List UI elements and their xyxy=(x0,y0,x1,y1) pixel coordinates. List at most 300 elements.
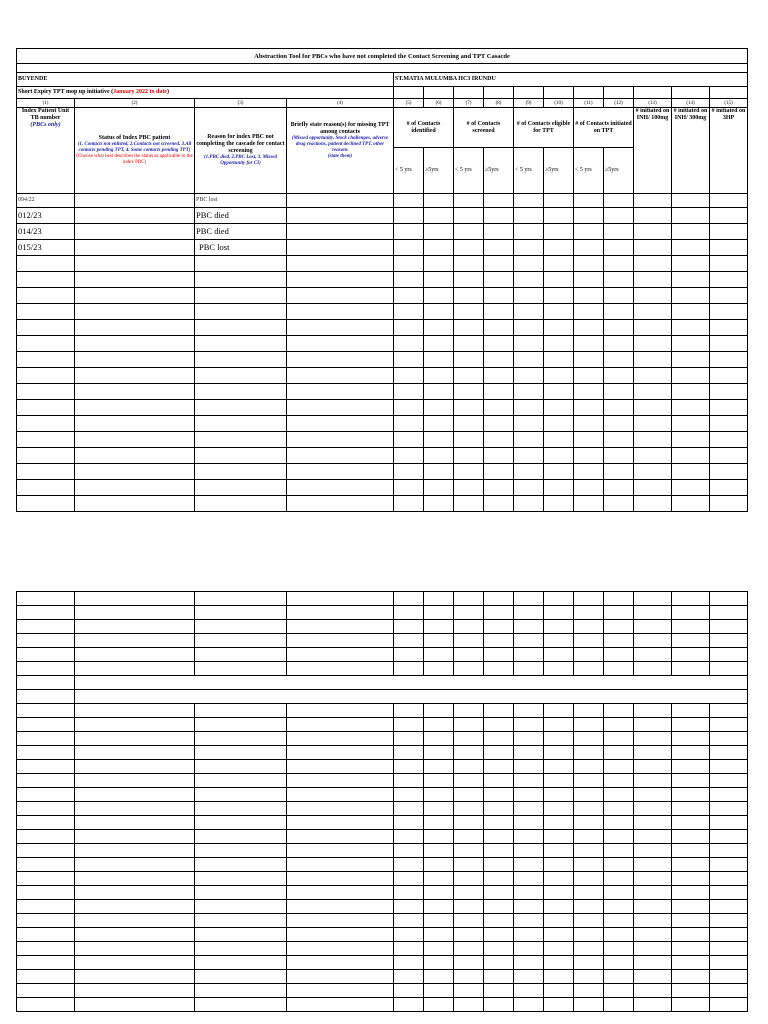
table-cell[interactable] xyxy=(484,634,514,648)
table-cell[interactable] xyxy=(574,256,604,272)
table-cell[interactable] xyxy=(17,956,75,970)
table-cell[interactable] xyxy=(17,648,75,662)
table-cell[interactable] xyxy=(672,704,710,718)
table-cell[interactable] xyxy=(634,352,672,368)
table-cell[interactable] xyxy=(514,858,544,872)
table-cell[interactable] xyxy=(634,900,672,914)
table-cell[interactable] xyxy=(634,872,672,886)
table-cell[interactable] xyxy=(634,956,672,970)
table-cell[interactable] xyxy=(710,496,748,512)
table-cell[interactable] xyxy=(424,368,454,384)
table-cell[interactable] xyxy=(710,718,748,732)
table-cell[interactable] xyxy=(634,732,672,746)
table-cell[interactable] xyxy=(604,648,634,662)
table-cell[interactable] xyxy=(287,272,394,288)
table-cell[interactable] xyxy=(574,288,604,304)
table-cell[interactable] xyxy=(544,448,574,464)
table-cell[interactable] xyxy=(195,718,287,732)
table-cell[interactable] xyxy=(604,816,634,830)
table-cell[interactable] xyxy=(484,464,514,480)
table-cell[interactable] xyxy=(424,886,454,900)
table-cell[interactable] xyxy=(574,464,604,480)
table-cell[interactable] xyxy=(514,732,544,746)
table-cell[interactable] xyxy=(17,606,75,620)
table-cell[interactable] xyxy=(514,288,544,304)
table-cell[interactable] xyxy=(672,400,710,416)
table-cell[interactable] xyxy=(604,256,634,272)
table-cell[interactable] xyxy=(394,844,424,858)
table-cell[interactable] xyxy=(634,256,672,272)
table-cell[interactable] xyxy=(454,496,484,512)
table-cell[interactable] xyxy=(424,288,454,304)
table-cell[interactable] xyxy=(454,648,484,662)
table-cell[interactable] xyxy=(424,606,454,620)
table-cell[interactable] xyxy=(514,704,544,718)
table-cell[interactable] xyxy=(634,774,672,788)
table-cell[interactable] xyxy=(17,592,75,606)
table-cell[interactable] xyxy=(604,732,634,746)
table-cell[interactable] xyxy=(544,400,574,416)
table-cell[interactable] xyxy=(514,400,544,416)
table-cell[interactable] xyxy=(394,288,424,304)
tb-number-cell[interactable]: 015/23 xyxy=(17,240,75,256)
table-cell[interactable] xyxy=(544,320,574,336)
table-cell[interactable] xyxy=(514,464,544,480)
table-cell[interactable] xyxy=(17,400,75,416)
table-cell[interactable] xyxy=(75,914,195,928)
table-cell[interactable] xyxy=(454,592,484,606)
table-cell[interactable] xyxy=(394,352,424,368)
table-cell[interactable] xyxy=(75,942,195,956)
table-cell[interactable] xyxy=(287,634,394,648)
table-cell[interactable] xyxy=(195,802,287,816)
table-cell[interactable] xyxy=(454,288,484,304)
table-cell[interactable] xyxy=(195,464,287,480)
table-cell[interactable] xyxy=(484,718,514,732)
table-cell[interactable] xyxy=(195,288,287,304)
table-cell[interactable] xyxy=(710,830,748,844)
table-cell[interactable] xyxy=(394,914,424,928)
table-cell[interactable] xyxy=(634,400,672,416)
table-cell[interactable] xyxy=(394,886,424,900)
table-cell[interactable] xyxy=(424,416,454,432)
table-cell[interactable] xyxy=(484,368,514,384)
table-cell[interactable] xyxy=(710,774,748,788)
table-cell[interactable] xyxy=(484,272,514,288)
table-cell[interactable] xyxy=(710,704,748,718)
table-cell[interactable] xyxy=(75,272,195,288)
table-cell[interactable] xyxy=(672,634,710,648)
table-cell[interactable] xyxy=(75,886,195,900)
table-cell[interactable] xyxy=(604,802,634,816)
table-cell[interactable] xyxy=(75,648,195,662)
table-cell[interactable] xyxy=(424,970,454,984)
table-cell[interactable] xyxy=(287,802,394,816)
table-cell[interactable] xyxy=(75,634,195,648)
table-cell[interactable] xyxy=(604,886,634,900)
table-cell[interactable] xyxy=(574,956,604,970)
table-cell[interactable] xyxy=(484,256,514,272)
table-cell[interactable] xyxy=(454,304,484,320)
table-cell[interactable] xyxy=(484,802,514,816)
table-cell[interactable] xyxy=(604,942,634,956)
table-cell[interactable] xyxy=(75,872,195,886)
table-cell[interactable] xyxy=(544,432,574,448)
table-cell[interactable] xyxy=(17,886,75,900)
table-cell[interactable] xyxy=(604,606,634,620)
table-cell[interactable] xyxy=(424,746,454,760)
table-cell[interactable] xyxy=(604,336,634,352)
table-cell[interactable] xyxy=(672,732,710,746)
table-cell[interactable] xyxy=(544,858,574,872)
table-cell[interactable] xyxy=(574,648,604,662)
table-cell[interactable] xyxy=(75,830,195,844)
table-cell[interactable] xyxy=(514,788,544,802)
table-cell[interactable] xyxy=(287,774,394,788)
table-cell[interactable] xyxy=(454,606,484,620)
table-cell[interactable] xyxy=(514,432,544,448)
table-cell[interactable] xyxy=(394,746,424,760)
table-cell[interactable] xyxy=(424,802,454,816)
table-cell[interactable] xyxy=(710,634,748,648)
table-cell[interactable] xyxy=(394,900,424,914)
table-cell[interactable] xyxy=(634,480,672,496)
table-cell[interactable] xyxy=(544,732,574,746)
table-cell[interactable] xyxy=(424,956,454,970)
table-cell[interactable] xyxy=(424,788,454,802)
table-cell[interactable] xyxy=(394,448,424,464)
table-cell[interactable] xyxy=(710,368,748,384)
table-cell[interactable] xyxy=(484,914,514,928)
table-cell[interactable] xyxy=(454,718,484,732)
table-cell[interactable] xyxy=(17,464,75,480)
table-cell[interactable] xyxy=(484,928,514,942)
table-cell[interactable] xyxy=(710,272,748,288)
table-cell[interactable] xyxy=(544,368,574,384)
table-cell[interactable] xyxy=(75,606,195,620)
table-cell[interactable] xyxy=(195,336,287,352)
table-cell[interactable] xyxy=(514,746,544,760)
table-cell[interactable] xyxy=(424,998,454,1012)
table-cell[interactable] xyxy=(17,496,75,512)
table-cell[interactable] xyxy=(710,480,748,496)
table-cell[interactable] xyxy=(710,788,748,802)
table-cell[interactable] xyxy=(710,970,748,984)
table-cell[interactable] xyxy=(484,592,514,606)
table-cell[interactable] xyxy=(454,400,484,416)
table-cell[interactable] xyxy=(394,368,424,384)
table-cell[interactable] xyxy=(604,288,634,304)
table-cell[interactable] xyxy=(394,788,424,802)
table-cell[interactable] xyxy=(17,272,75,288)
table-cell[interactable] xyxy=(454,858,484,872)
table-cell[interactable] xyxy=(604,774,634,788)
table-cell[interactable] xyxy=(454,352,484,368)
table-cell[interactable] xyxy=(195,914,287,928)
table-cell[interactable] xyxy=(544,648,574,662)
table-cell[interactable] xyxy=(17,802,75,816)
table-cell[interactable] xyxy=(484,830,514,844)
table-cell[interactable] xyxy=(17,858,75,872)
table-cell[interactable] xyxy=(287,900,394,914)
table-cell[interactable] xyxy=(634,942,672,956)
table-cell[interactable] xyxy=(544,480,574,496)
table-cell[interactable] xyxy=(287,336,394,352)
table-cell[interactable] xyxy=(17,844,75,858)
table-cell[interactable] xyxy=(672,648,710,662)
table-cell[interactable] xyxy=(514,998,544,1012)
table-cell[interactable] xyxy=(75,802,195,816)
table-cell[interactable] xyxy=(424,928,454,942)
table-cell[interactable] xyxy=(75,970,195,984)
table-cell[interactable] xyxy=(424,830,454,844)
table-cell[interactable] xyxy=(514,320,544,336)
table-cell[interactable] xyxy=(75,304,195,320)
table-cell[interactable] xyxy=(394,320,424,336)
table-cell[interactable] xyxy=(394,464,424,480)
table-cell[interactable] xyxy=(454,830,484,844)
table-cell[interactable] xyxy=(195,272,287,288)
table-cell[interactable] xyxy=(574,830,604,844)
table-cell[interactable] xyxy=(394,998,424,1012)
table-cell[interactable] xyxy=(75,416,195,432)
table-cell[interactable] xyxy=(195,858,287,872)
table-cell[interactable] xyxy=(394,496,424,512)
table-cell[interactable] xyxy=(544,256,574,272)
table-cell[interactable] xyxy=(195,304,287,320)
table-cell[interactable] xyxy=(195,970,287,984)
table-cell[interactable] xyxy=(574,774,604,788)
table-cell[interactable] xyxy=(574,858,604,872)
table-cell[interactable] xyxy=(454,384,484,400)
table-cell[interactable] xyxy=(544,416,574,432)
table-cell[interactable] xyxy=(287,788,394,802)
table-cell[interactable] xyxy=(287,872,394,886)
table-cell[interactable] xyxy=(75,718,195,732)
table-cell[interactable] xyxy=(424,480,454,496)
table-cell[interactable] xyxy=(454,704,484,718)
table-cell[interactable] xyxy=(574,718,604,732)
table-cell[interactable] xyxy=(574,760,604,774)
table-cell[interactable] xyxy=(17,998,75,1012)
table-cell[interactable] xyxy=(544,886,574,900)
table-cell[interactable] xyxy=(514,648,544,662)
table-cell[interactable] xyxy=(672,928,710,942)
table-cell[interactable] xyxy=(672,858,710,872)
table-cell[interactable] xyxy=(604,914,634,928)
table-cell[interactable] xyxy=(544,606,574,620)
table-cell[interactable] xyxy=(484,606,514,620)
table-cell[interactable] xyxy=(484,746,514,760)
table-cell[interactable] xyxy=(634,830,672,844)
table-cell[interactable] xyxy=(544,844,574,858)
table-cell[interactable] xyxy=(484,858,514,872)
table-cell[interactable] xyxy=(17,760,75,774)
table-cell[interactable] xyxy=(424,872,454,886)
table-cell[interactable] xyxy=(195,704,287,718)
table-cell[interactable] xyxy=(17,774,75,788)
table-cell[interactable] xyxy=(394,620,424,634)
table-cell[interactable] xyxy=(544,464,574,480)
table-cell[interactable] xyxy=(454,970,484,984)
table-cell[interactable] xyxy=(484,496,514,512)
table-cell[interactable] xyxy=(424,634,454,648)
table-cell[interactable] xyxy=(75,256,195,272)
table-cell[interactable] xyxy=(634,648,672,662)
table-cell[interactable] xyxy=(710,620,748,634)
table-cell[interactable] xyxy=(454,480,484,496)
table-cell[interactable] xyxy=(484,288,514,304)
table-cell[interactable] xyxy=(574,788,604,802)
table-cell[interactable] xyxy=(75,858,195,872)
table-cell[interactable] xyxy=(710,432,748,448)
table-cell[interactable] xyxy=(17,256,75,272)
table-cell[interactable] xyxy=(424,648,454,662)
table-cell[interactable] xyxy=(484,774,514,788)
reason-cell[interactable]: PBC died xyxy=(195,208,287,224)
table-cell[interactable] xyxy=(514,496,544,512)
table-cell[interactable] xyxy=(514,970,544,984)
table-cell[interactable] xyxy=(75,592,195,606)
table-cell[interactable] xyxy=(634,746,672,760)
table-cell[interactable] xyxy=(672,774,710,788)
table-cell[interactable] xyxy=(287,416,394,432)
table-cell[interactable] xyxy=(424,732,454,746)
table-cell[interactable] xyxy=(287,858,394,872)
table-cell[interactable] xyxy=(454,256,484,272)
table-cell[interactable] xyxy=(544,496,574,512)
table-cell[interactable] xyxy=(287,760,394,774)
table-cell[interactable] xyxy=(454,942,484,956)
table-cell[interactable] xyxy=(195,352,287,368)
table-cell[interactable] xyxy=(195,956,287,970)
table-cell[interactable] xyxy=(484,400,514,416)
table-cell[interactable] xyxy=(634,368,672,384)
table-cell[interactable] xyxy=(195,592,287,606)
table-cell[interactable] xyxy=(710,288,748,304)
table-cell[interactable] xyxy=(17,746,75,760)
table-cell[interactable] xyxy=(394,648,424,662)
table-cell[interactable] xyxy=(287,746,394,760)
table-cell[interactable] xyxy=(634,606,672,620)
table-cell[interactable] xyxy=(514,844,544,858)
table-cell[interactable] xyxy=(17,448,75,464)
table-cell[interactable] xyxy=(75,984,195,998)
table-cell[interactable] xyxy=(604,368,634,384)
table-cell[interactable] xyxy=(634,448,672,464)
table-cell[interactable] xyxy=(75,288,195,304)
table-cell[interactable] xyxy=(574,746,604,760)
table-cell[interactable] xyxy=(75,352,195,368)
table-cell[interactable] xyxy=(195,416,287,432)
table-cell[interactable] xyxy=(574,928,604,942)
table-cell[interactable] xyxy=(75,448,195,464)
table-cell[interactable] xyxy=(454,872,484,886)
table-cell[interactable] xyxy=(710,844,748,858)
table-cell[interactable] xyxy=(672,900,710,914)
table-cell[interactable] xyxy=(544,928,574,942)
table-cell[interactable] xyxy=(454,998,484,1012)
table-cell[interactable] xyxy=(634,634,672,648)
table-cell[interactable] xyxy=(454,900,484,914)
table-cell[interactable] xyxy=(484,320,514,336)
table-cell[interactable] xyxy=(604,704,634,718)
table-cell[interactable] xyxy=(75,928,195,942)
table-cell[interactable] xyxy=(544,788,574,802)
table-cell[interactable] xyxy=(484,304,514,320)
table-cell[interactable] xyxy=(454,816,484,830)
table-cell[interactable] xyxy=(574,634,604,648)
table-cell[interactable] xyxy=(634,320,672,336)
table-cell[interactable] xyxy=(17,872,75,886)
table-cell[interactable] xyxy=(484,844,514,858)
table-cell[interactable] xyxy=(574,432,604,448)
table-cell[interactable] xyxy=(604,384,634,400)
table-cell[interactable] xyxy=(454,620,484,634)
table-cell[interactable] xyxy=(195,662,287,676)
table-cell[interactable] xyxy=(574,400,604,416)
table-cell[interactable] xyxy=(544,620,574,634)
table-cell[interactable] xyxy=(634,802,672,816)
table-cell[interactable] xyxy=(454,844,484,858)
table-cell[interactable] xyxy=(454,886,484,900)
table-cell[interactable] xyxy=(544,336,574,352)
table-cell[interactable] xyxy=(394,480,424,496)
table-cell[interactable] xyxy=(544,718,574,732)
table-cell[interactable] xyxy=(394,704,424,718)
table-cell[interactable] xyxy=(424,336,454,352)
reason-cell[interactable]: PBC lost xyxy=(195,240,287,256)
table-cell[interactable] xyxy=(514,774,544,788)
table-cell[interactable] xyxy=(195,998,287,1012)
table-cell[interactable] xyxy=(195,872,287,886)
table-cell[interactable] xyxy=(287,648,394,662)
table-cell[interactable] xyxy=(672,384,710,400)
table-cell[interactable] xyxy=(544,760,574,774)
table-cell[interactable] xyxy=(604,956,634,970)
table-cell[interactable] xyxy=(514,384,544,400)
table-cell[interactable] xyxy=(75,400,195,416)
table-cell[interactable] xyxy=(574,900,604,914)
table-cell[interactable] xyxy=(574,448,604,464)
table-cell[interactable] xyxy=(17,416,75,432)
tb-number-cell[interactable]: 012/23 xyxy=(17,208,75,224)
table-cell[interactable] xyxy=(514,620,544,634)
table-cell[interactable] xyxy=(75,760,195,774)
table-cell[interactable] xyxy=(710,942,748,956)
table-cell[interactable] xyxy=(75,480,195,496)
table-cell[interactable] xyxy=(424,320,454,336)
table-cell[interactable] xyxy=(394,956,424,970)
table-cell[interactable] xyxy=(672,448,710,464)
table-cell[interactable] xyxy=(574,998,604,1012)
table-cell[interactable] xyxy=(544,970,574,984)
table-cell[interactable] xyxy=(710,760,748,774)
table-cell[interactable] xyxy=(17,368,75,384)
table-cell[interactable] xyxy=(484,352,514,368)
table-cell[interactable] xyxy=(514,984,544,998)
table-cell[interactable] xyxy=(484,416,514,432)
table-cell[interactable] xyxy=(634,416,672,432)
table-cell[interactable] xyxy=(484,900,514,914)
table-cell[interactable] xyxy=(634,970,672,984)
table-cell[interactable] xyxy=(634,928,672,942)
table-cell[interactable] xyxy=(634,384,672,400)
table-cell[interactable] xyxy=(634,496,672,512)
table-cell[interactable] xyxy=(454,732,484,746)
table-cell[interactable] xyxy=(17,288,75,304)
table-cell[interactable] xyxy=(394,606,424,620)
